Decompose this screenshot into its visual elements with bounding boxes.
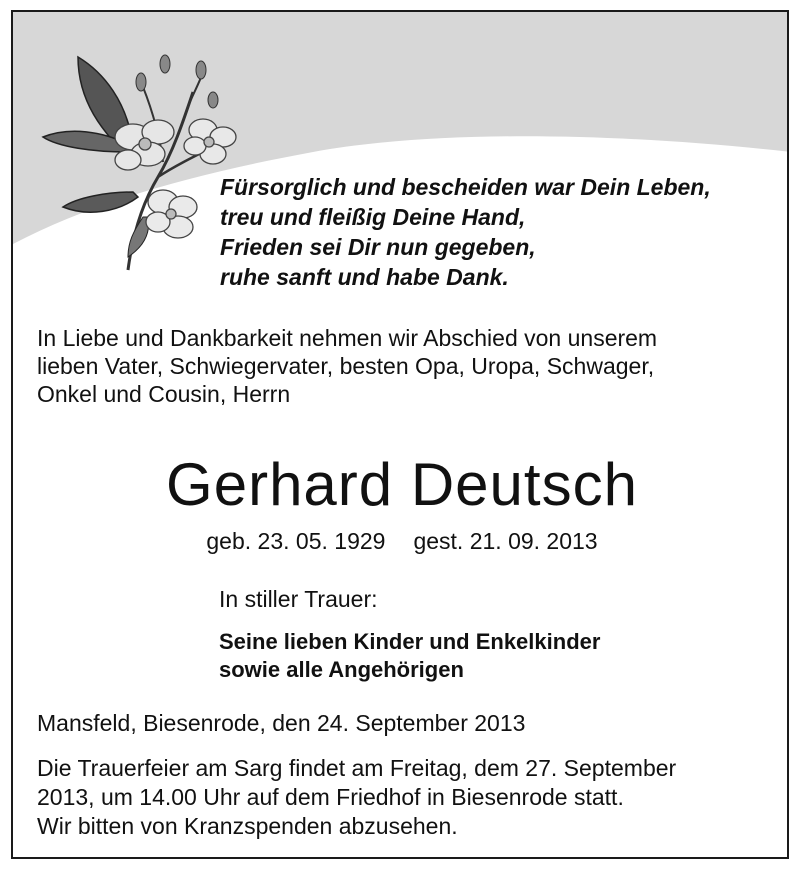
mourning-label: In stiller Trauer: <box>219 586 378 612</box>
obituary-notice <box>11 10 789 859</box>
death-date: gest. 21. 09. 2013 <box>413 528 598 554</box>
place-and-date: Mansfeld, Biesenrode, den 24. September 2013 <box>37 710 526 736</box>
intro-line: lieben Vater, Schwiegervater, besten Opa, Uropa, Schwager, <box>37 353 655 379</box>
life-dates <box>13 528 789 555</box>
service-line: Die Trauerfeier am Sarg findet am Freitag, dem 27. September <box>37 755 677 781</box>
poem-line: treu und fleißig Deine Hand, <box>220 204 526 230</box>
service-line: 2013, um 14.00 Uhr auf dem Friedhof in Biesenrode statt. <box>37 784 624 810</box>
birth-date: geb. 23. 05. 1929 <box>206 528 386 554</box>
service-line: Wir bitten von Kranzspenden abzusehen. <box>37 813 458 839</box>
poem-line: Frieden sei Dir nun gegeben, <box>220 234 536 260</box>
poem-line: Fürsorglich und bescheiden war Dein Leben, <box>220 174 711 200</box>
deceased-name: Gerhard Deutsch <box>166 451 638 518</box>
mourners-line: sowie alle Angehörigen <box>219 657 464 682</box>
poem-line: ruhe sanft und habe Dank. <box>220 264 509 290</box>
intro-line: Onkel und Cousin, Herrn <box>37 381 291 407</box>
funeral-service-info <box>37 754 676 841</box>
intro-line: In Liebe und Dankbarkeit nehmen wir Abschied von unserem <box>37 325 658 351</box>
intro-text <box>37 324 772 408</box>
poem <box>220 172 711 292</box>
mourners <box>219 628 600 684</box>
mourners-line: Seine lieben Kinder und Enkelkinder <box>219 629 601 654</box>
